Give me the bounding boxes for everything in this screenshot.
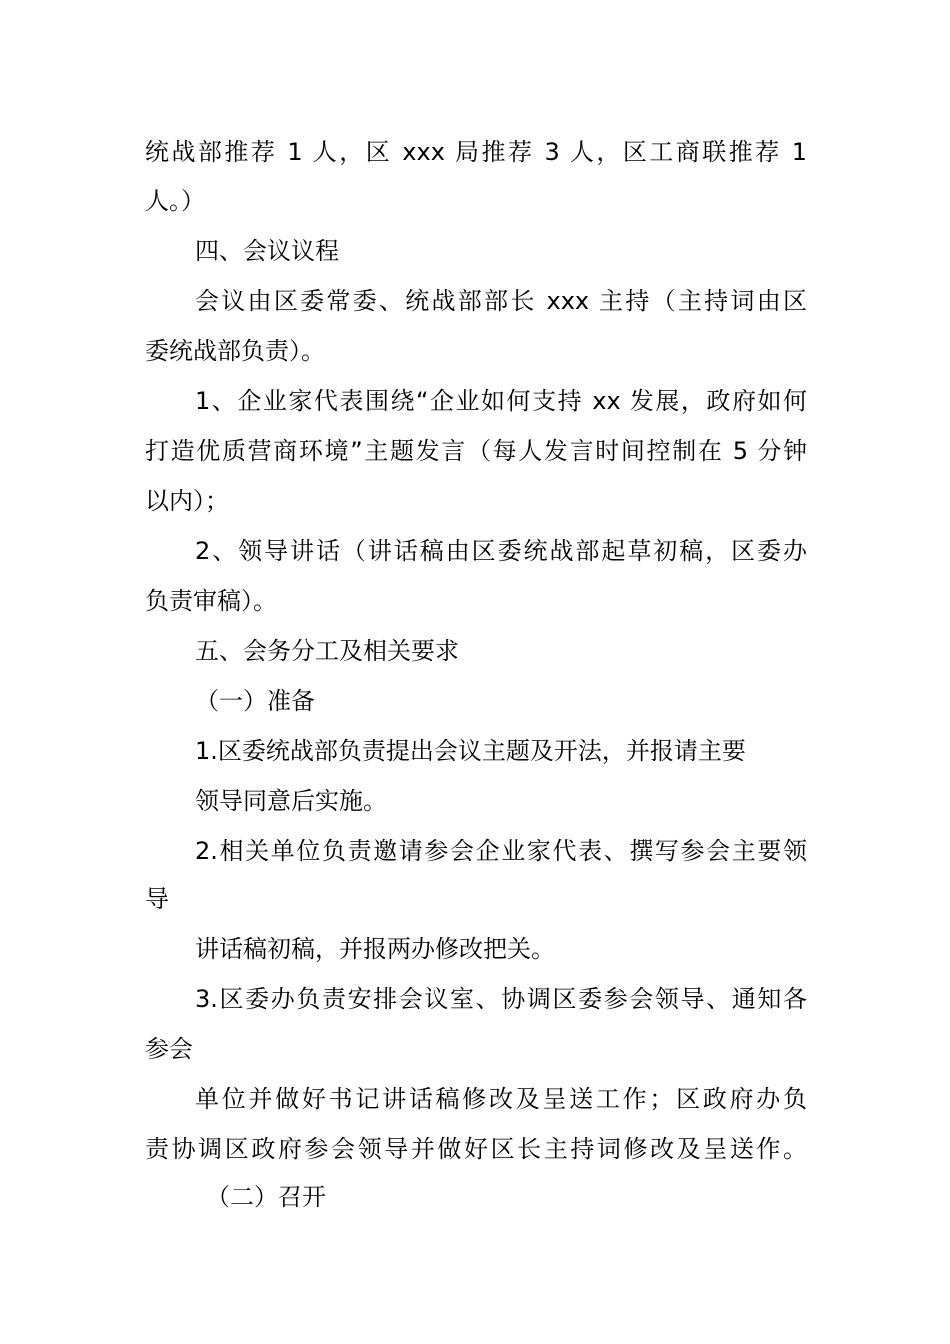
body-text-line: 人。） — [145, 187, 205, 215]
section-heading: 四、会议议程 — [195, 237, 339, 265]
body-text-line: 导 — [145, 885, 169, 913]
body-text-line: 1.区委统战部负责提出会议主题及开法，并报请主要 — [195, 737, 746, 765]
subsection-heading: （二）召开 — [206, 1183, 326, 1211]
subsection-heading: （一）准备 — [195, 687, 315, 715]
body-text-line: 参会 — [145, 1035, 193, 1063]
body-text-line: 责协调区政府参会领导并做好区长主持词修改及呈送作。 — [145, 1135, 807, 1163]
body-text-line: 2、领导讲话（讲话稿由区委统战部起草初稿，区委办 — [195, 537, 807, 565]
body-text-line: 负责审稿）。 — [145, 587, 277, 615]
body-text-line: 3.区委办负责安排会议室、协调区委参会领导、通知各 — [195, 985, 807, 1013]
body-text-line: 委统战部负责）。 — [145, 337, 325, 365]
body-text-line: 领导同意后实施。 — [195, 787, 387, 815]
body-text-line: 会议由区委常委、统战部部长 xxx 主持（主持词由区 — [195, 287, 807, 315]
section-heading: 五、会务分工及相关要求 — [195, 637, 459, 665]
body-text-line: 打造优质营商环境”主题发言（每人发言时间控制在 5 分钟 — [145, 437, 807, 465]
body-text-line: 统战部推荐 1 人，区 xxx 局推荐 3 人，区工商联推荐 1 — [145, 138, 807, 166]
body-text-line: 2.相关单位负责邀请参会企业家代表、撰写参会主要领 — [195, 837, 807, 865]
body-text-line: 单位并做好书记讲话稿修改及呈送工作；区政府办负 — [195, 1085, 807, 1113]
body-text-line: 以内）； — [145, 487, 229, 515]
body-text-line: 讲话稿初稿，并报两办修改把关。 — [195, 935, 555, 963]
body-text-line: 1、企业家代表围绕“企业如何支持 xx 发展，政府如何 — [195, 387, 807, 415]
